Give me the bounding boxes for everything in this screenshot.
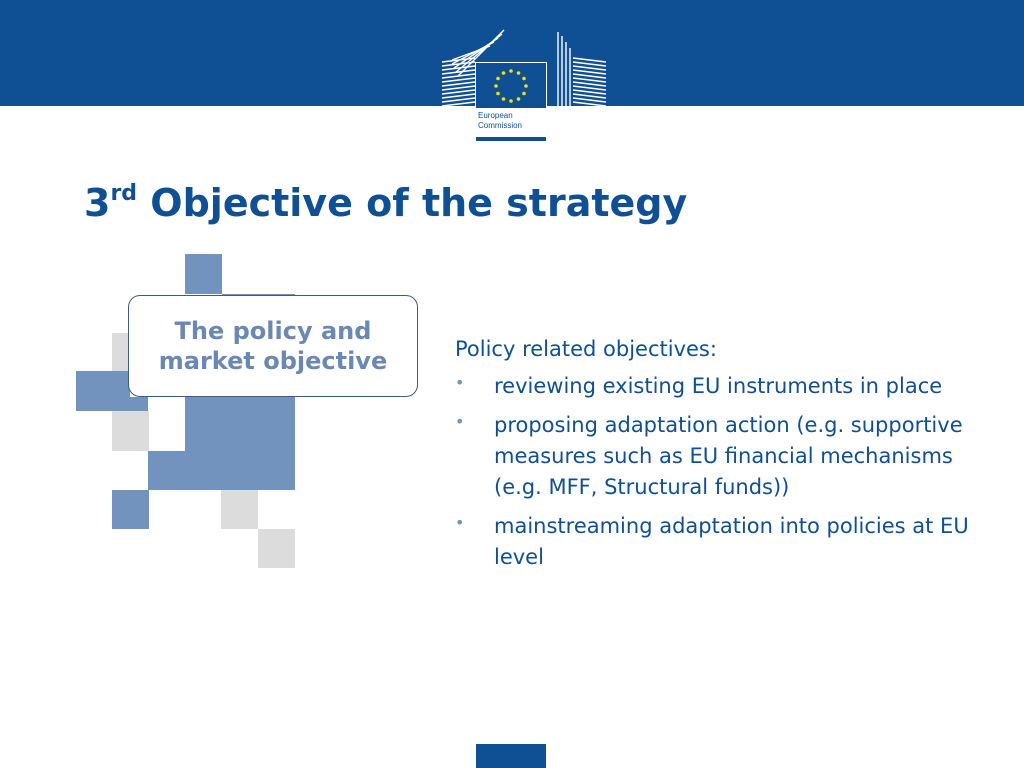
list-item [455, 371, 985, 402]
deco-square [258, 529, 295, 568]
slide-title [84, 178, 687, 228]
deco-square [130, 397, 148, 411]
logo-line-commission: Commission [478, 121, 523, 130]
callout-line-1: The policy and [174, 317, 372, 345]
list-item-text: reviewing existing EU instruments in place [494, 374, 943, 398]
objectives-list [455, 371, 985, 573]
title-number: 3 [84, 181, 111, 225]
list-item-text: mainstreaming adaptation into policies at EU level [494, 514, 969, 569]
list-item [455, 511, 985, 573]
deco-square [112, 490, 149, 529]
list-item-text: proposing adaptation action (e.g. supportive measures such as EU financial mechanisms (e.g. MFF, Structural funds)) [494, 413, 963, 499]
logo-underline [476, 137, 546, 141]
eu-flag-icon [476, 63, 546, 108]
bullet-dot-icon: • [455, 373, 465, 392]
deco-square [221, 490, 258, 529]
logo-line-european: European [478, 111, 513, 120]
callout-line-2: market objective [158, 347, 388, 375]
logo-wordmark [478, 111, 546, 131]
deco-square [76, 371, 130, 411]
bullet-dot-icon: • [455, 412, 465, 431]
objectives-text [455, 334, 985, 581]
deco-square [185, 254, 222, 294]
deco-square [148, 451, 295, 490]
callout-text [159, 316, 387, 376]
objectives-lead: Policy related objectives: [455, 337, 717, 361]
footer-tab [476, 744, 546, 768]
bullet-dot-icon: • [455, 513, 465, 532]
list-item [455, 410, 985, 503]
deco-square [112, 411, 149, 451]
deco-square [185, 397, 295, 451]
objective-callout [128, 295, 418, 397]
title-text: Objective of the strategy [137, 181, 688, 225]
title-ordinal-suffix: rd [110, 181, 138, 206]
